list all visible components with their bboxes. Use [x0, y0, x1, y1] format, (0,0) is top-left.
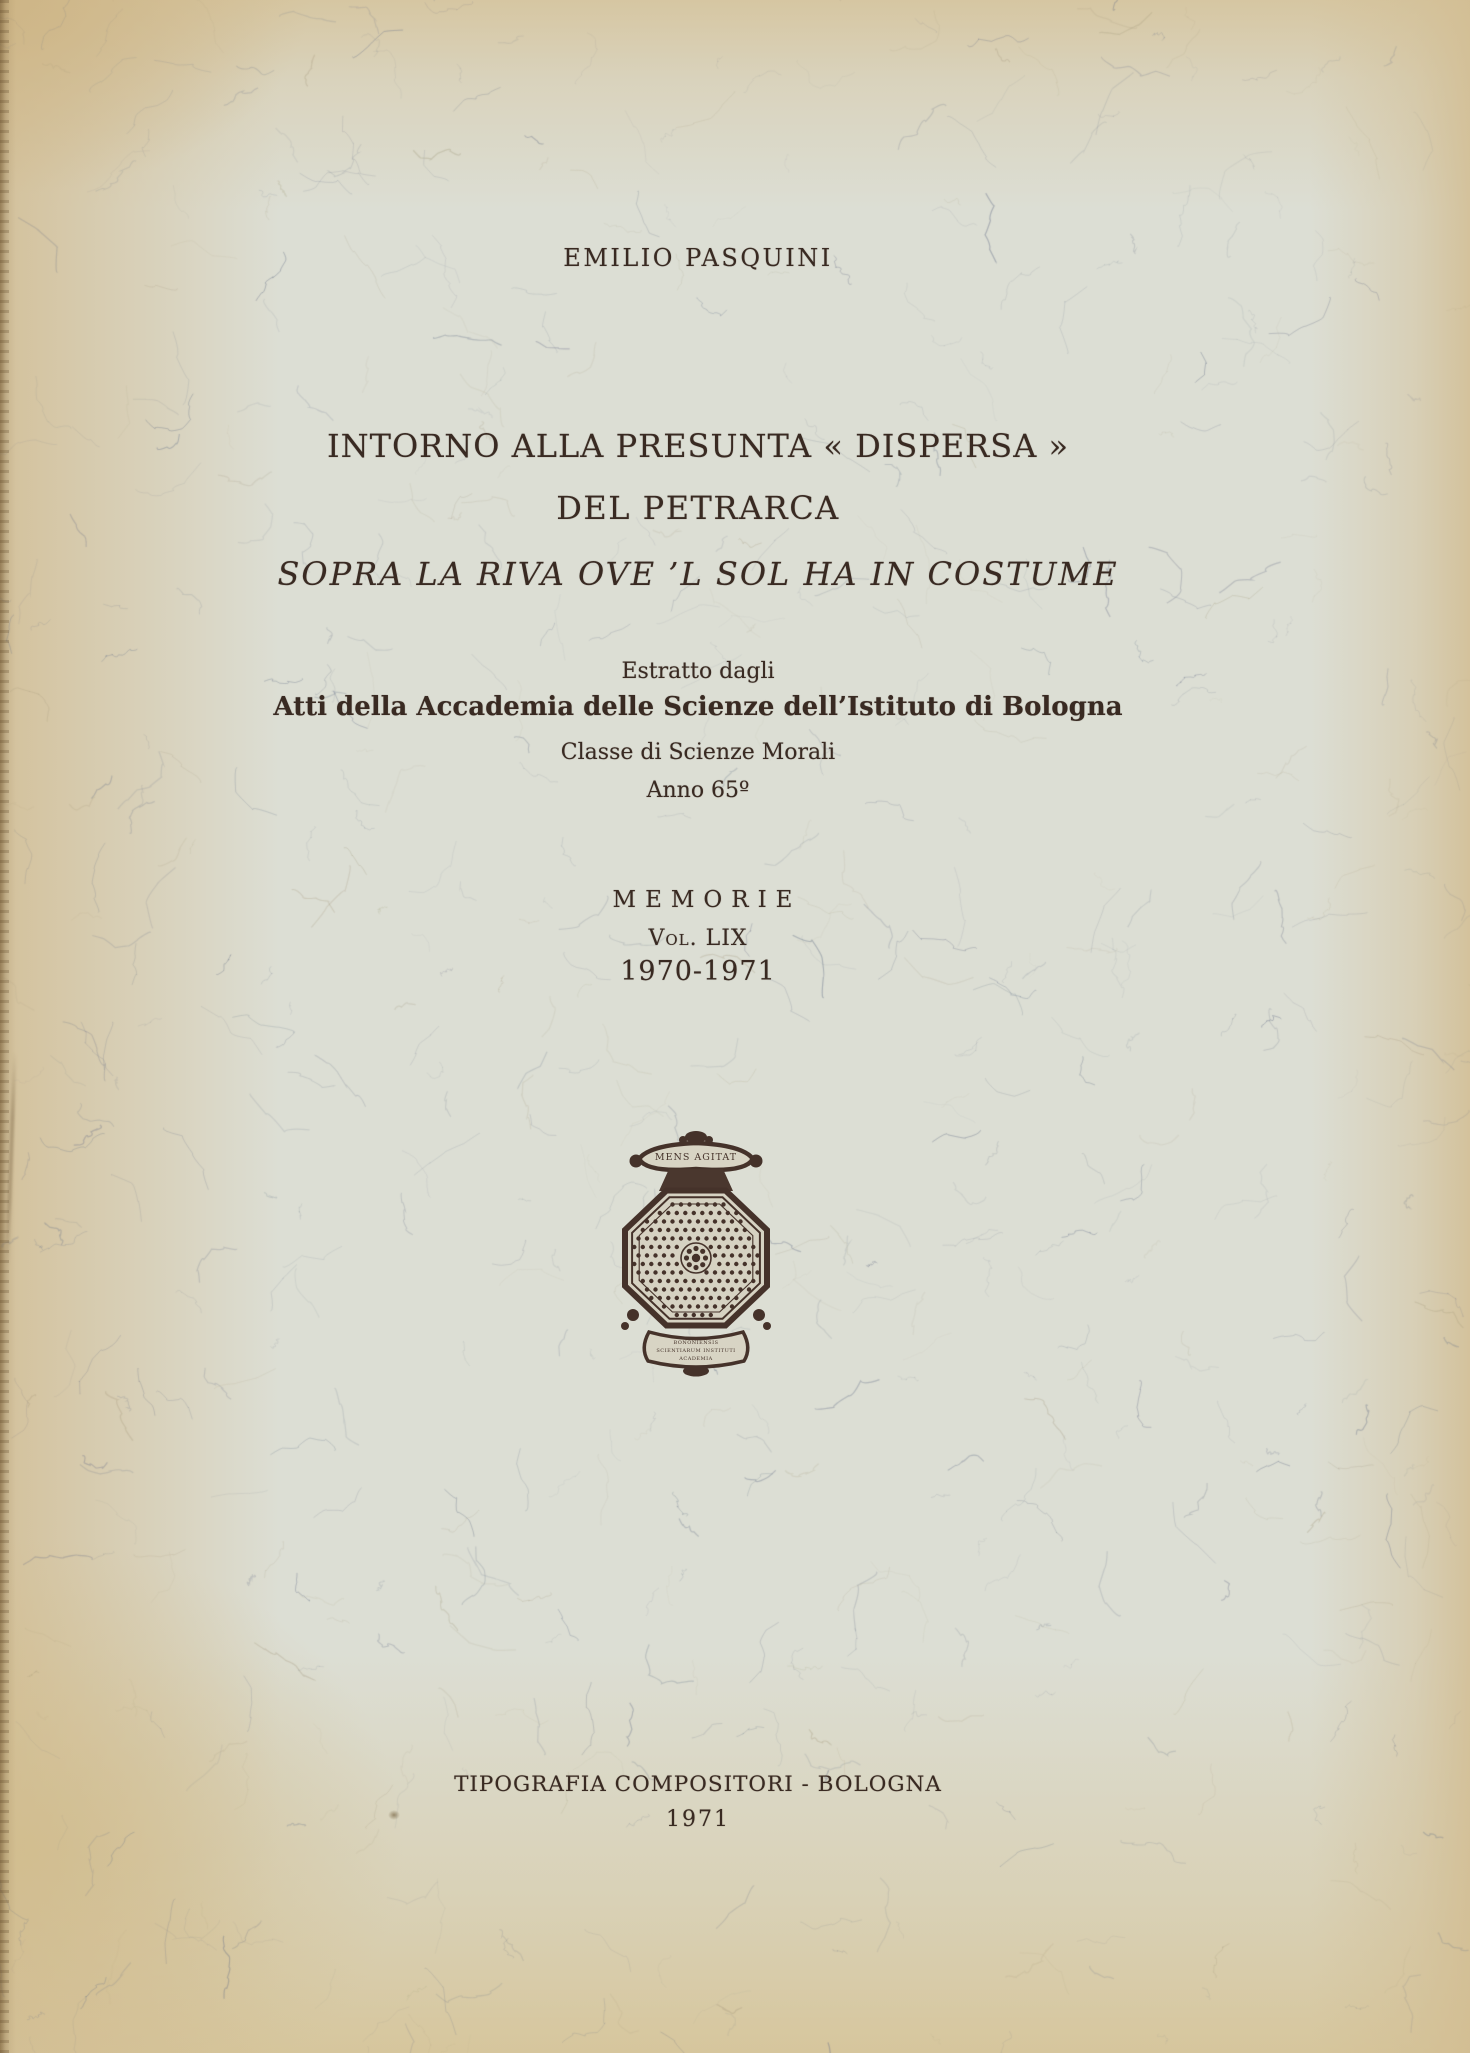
seal-legend-line-3: ACADEMIA	[679, 1356, 713, 1362]
title-line-1: INTORNO ALLA PRESUNTA « DISPERSA »	[326, 427, 1070, 465]
seal-rosette-centre	[692, 1254, 700, 1262]
seal-ribbon-curl-left	[630, 1155, 643, 1168]
imprint-year: 1971	[666, 1807, 730, 1832]
title-line-2: DEL PETRARCA	[556, 489, 840, 527]
series-years: 1970-1971	[620, 956, 776, 987]
academy-seal-emblem	[610, 1128, 782, 1378]
seal-flourish-left-2	[621, 1322, 629, 1330]
seal-bottom-tail	[683, 1366, 709, 1377]
volume-number: LIX	[705, 926, 748, 951]
seal-motto-top-text: MENS AGITAT	[654, 1152, 738, 1163]
seal-legend-line-1: BONONIENSIS	[673, 1340, 719, 1346]
seal-flourish-right-2	[763, 1322, 771, 1330]
imprint-printer: TIPOGRAFIA COMPOSITORI - BOLOGNA	[454, 1772, 942, 1797]
extract-note-source: Atti della Accademia delle Scienze dell’Istituto di Bologna	[273, 692, 1123, 722]
series-title: MEMORIE	[612, 887, 802, 913]
title-line-3-incipit: SOPRA LA RIVA OVE ’L SOL HA IN COSTUME	[277, 555, 1119, 593]
author-name: EMILIO PASQUINI	[563, 244, 833, 272]
extract-note-year: Anno 65º	[646, 778, 750, 803]
seal-legend-line-2: SCIENTIARUM INSTITUTI	[656, 1348, 736, 1354]
extract-note-class: Classe di Scienze Morali	[560, 740, 836, 765]
series-volume	[0, 928, 1396, 950]
academy-seal-graphic	[610, 1128, 782, 1378]
seal-flourish-right	[753, 1309, 765, 1321]
seal-ribbon-curl-right	[750, 1155, 763, 1168]
extract-note-line-1: Estratto dagli	[621, 659, 775, 684]
volume-label: Vol.	[648, 926, 698, 951]
seal-flourish-left	[627, 1309, 639, 1321]
